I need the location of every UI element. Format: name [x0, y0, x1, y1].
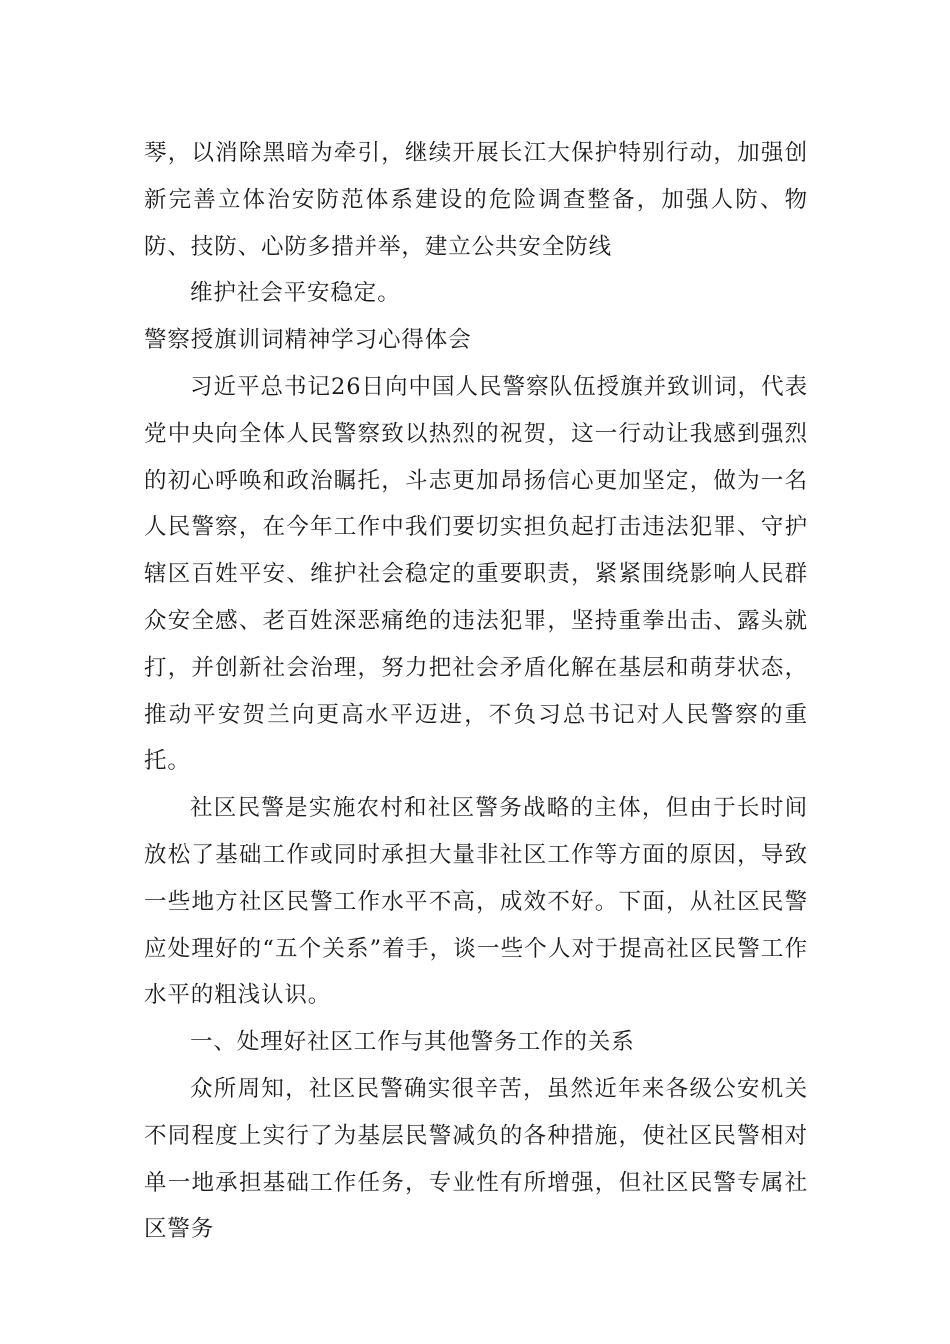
paragraph-1: 琴，以消除黑暗为牵引，继续开展长江大保护特别行动，加强创新完善立体治安防范体系建设的危险调查整备，加强人防、物防、技防、心防多措并举，建立公共安全防线: [144, 140, 808, 260]
section-title: 警察授旗训词精神学习心得体会: [144, 327, 472, 354]
paragraph-3: 习近平总书记26日向中国人民警察队伍授旗并致训词，代表党中央向全体人民警察致以热烈的祝贺，这一行动让我感到强烈的初心呼唤和政治瞩托，斗志更加昂扬信心更加坚定，做为一名人民警察，在今年工作中我们要切实担负起打击违法犯罪、守护辖区百姓平安、维护社会稳定的重要职责，紧紧围绕影响人民群众安全感、老百姓深恶痛绝的违法犯罪，坚持重拳出击、露头就打，并创新社会治理，努力把社会矛盾化解在基层和萌芽状态，推动平安贺兰向更高水平迈进，不负习总书记对人民警察的重托。: [144, 373, 808, 775]
paragraph-2: 维护社会平安稳定。: [190, 280, 401, 307]
paragraph-4: 社区民警是实施农村和社区警务战略的主体，但由于长时间放松了基础工作或同时承担大量非社区工作等方面的原因，导致一些地方社区民警工作水平不高，成效不好。下面，从社区民警应处理好的“五个关系”着手，谈一些个人对于提高社区民警工作水平的粗浅认识。: [144, 795, 808, 1009]
subheading-1: 一、处理好社区工作与其他警务工作的关系: [190, 1029, 635, 1056]
paragraph-5: 众所周知，社区民警确实很辛苦，虽然近年来各级公安机关不同程度上实行了为基层民警减负的各种措施，使社区民警相对单一地承担基础工作任务，专业性有所增强，但社区民警专属社区警务: [144, 1075, 808, 1243]
document-body: [144, 130, 808, 1253]
